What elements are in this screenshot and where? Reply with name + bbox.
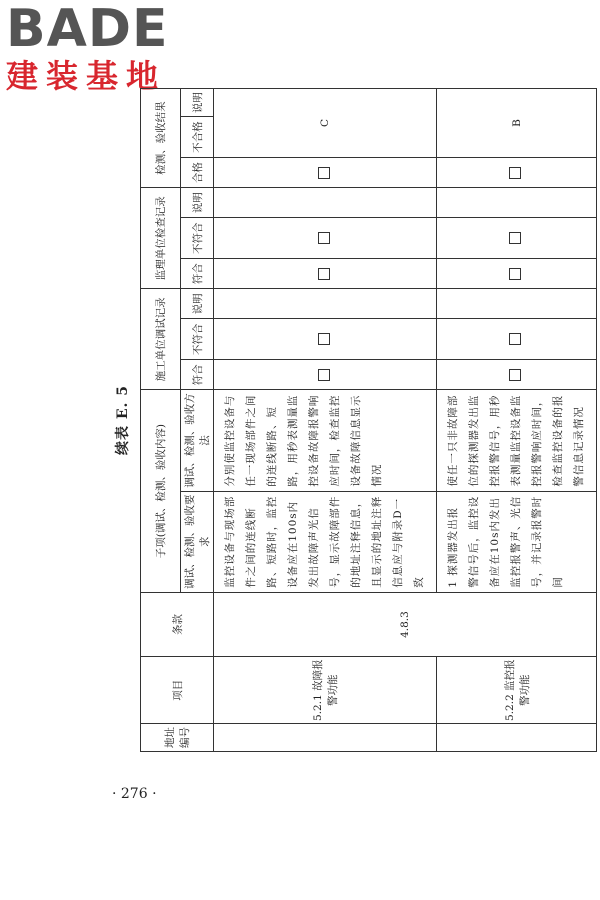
logo-text-cn: 建装基地 [6, 57, 167, 95]
row1-construction-nonconform[interactable] [214, 319, 437, 360]
row-clause: 4.8.3 [214, 592, 597, 657]
page-number: · 276 · [112, 786, 157, 802]
checkbox-icon[interactable] [318, 333, 330, 345]
header-construction-conform: 符合 [181, 360, 214, 390]
checkbox-icon[interactable] [509, 369, 521, 381]
row2-supervision-nonconform[interactable] [437, 218, 597, 259]
row1-requirement: 监控设备与现场部件之间的连线断路、短路时，监控设备应在100s内发出故障声光信号，显示故障部件的地址注释信息，且显示的地址注释信息应与附录D一致 [214, 491, 437, 592]
row1-item: 5.2.1 故障报警功能 [214, 657, 437, 724]
row1-supervision-note [214, 188, 437, 218]
header-supervision-conform: 符合 [181, 259, 214, 289]
header-method: 调试、检测、验收方法 [181, 390, 214, 491]
row1-qualified[interactable] [214, 158, 437, 188]
header-clause: 条款 [141, 592, 214, 657]
checkbox-icon[interactable] [318, 268, 330, 280]
header-address-code: 地址编号 [141, 724, 214, 752]
row1-method: 分别使监控设备与任一现场部件之间的连线断路、短路，用秒表测量监控设备故障报警响应时间，检查监控设备故障信息显示情况 [214, 390, 437, 491]
table-title: 续表 E. 5 [115, 384, 131, 456]
row2-construction-conform[interactable] [437, 360, 597, 390]
logo-text-en: BADE [6, 0, 169, 59]
row2-item: 5.2.2 监控报警功能 [437, 657, 597, 724]
row2-construction-note [437, 289, 597, 319]
row2-method: 使任一只非故障部位的探测器发出监控报警信号，用秒表测量监控设备监控报警响应时间，检查监控设备的报警信息记录情况 [437, 390, 597, 491]
header-supervision-nonconform: 不符合 [181, 218, 214, 259]
checkbox-icon[interactable] [509, 268, 521, 280]
row2-address-code [437, 724, 597, 752]
header-item: 项目 [141, 657, 214, 724]
inspection-table [140, 88, 597, 752]
row2-supervision-note [437, 188, 597, 218]
row2-construction-nonconform[interactable] [437, 319, 597, 360]
header-qualified: 合格 [181, 158, 214, 188]
row1-address-code [214, 724, 437, 752]
header-inspection-note: 说明 [181, 89, 214, 117]
header-supervision: 监理单位检查记录 [141, 188, 181, 289]
row2-qualified[interactable] [437, 158, 597, 188]
header-requirement: 调试、检测、验收要求 [181, 491, 214, 592]
checkbox-icon[interactable] [318, 369, 330, 381]
logo [6, 2, 186, 102]
row2-grade: B [437, 89, 597, 158]
rotated-page-content [110, 88, 585, 752]
header-construction-nonconform: 不符合 [181, 319, 214, 360]
row1-construction-conform[interactable] [214, 360, 437, 390]
row1-supervision-conform[interactable] [214, 259, 437, 289]
checkbox-icon[interactable] [318, 232, 330, 244]
checkbox-icon[interactable] [509, 232, 521, 244]
row1-supervision-nonconform[interactable] [214, 218, 437, 259]
checkbox-icon[interactable] [509, 333, 521, 345]
checkbox-icon[interactable] [318, 167, 330, 179]
header-unqualified: 不合格 [181, 117, 214, 158]
header-supervision-note: 说明 [181, 188, 214, 218]
checkbox-icon[interactable] [509, 167, 521, 179]
header-subitem: 子项(调试、检测、验收内容) [141, 390, 181, 592]
table-row [214, 89, 437, 752]
row1-construction-note [214, 289, 437, 319]
header-inspection: 检测、验收结果 [141, 89, 181, 188]
row2-supervision-conform[interactable] [437, 259, 597, 289]
header-construction: 施工单位调试记录 [141, 289, 181, 390]
header-construction-note: 说明 [181, 289, 214, 319]
row1-grade: C [214, 89, 437, 158]
row2-requirement: 1 探测器发出报警信号后，监控设备应在10s内发出监控报警声、光信号，并记录报警时间 [437, 491, 597, 592]
